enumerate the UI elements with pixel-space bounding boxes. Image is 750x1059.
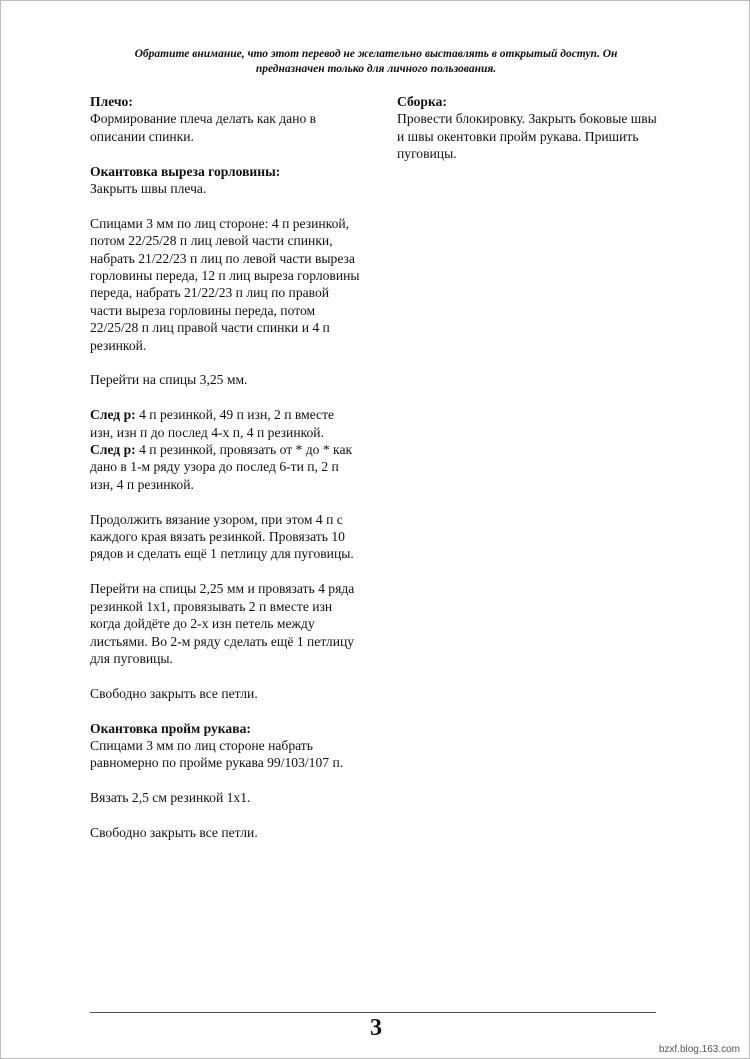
neck-paragraph-4: Продолжить вязание узором, при этом 4 п с каждого края вязать резинкой. Провязать 10 рядов и сделать ещё 1 петлицу для пуговицы. [90, 511, 354, 562]
row-text-2: 4 п резинкой, провязать от * до * как дано в 1-м ряду узора до послед 6-ти п, 2 п изн, 4 п резинкой. [90, 442, 353, 492]
armhole-section-intro [90, 720, 360, 772]
page-number: 3 [370, 1015, 382, 1041]
assembly-section [397, 93, 667, 163]
shoulder-section [90, 93, 360, 145]
neck-section-intro [90, 163, 360, 198]
assembly-text: Провести блокировку. Закрыть боковые швы и швы окентовки пройм рукава. Пришить пуговицы. [397, 111, 657, 162]
row-instruction-1 [90, 406, 360, 441]
usage-notice-line-2: предназначен только для личного пользования. [255, 63, 497, 75]
neck-paragraph-2: Спицами 3 мм по лиц стороне: 4 п резинкой, потом 22/25/28 п лиц левой части спинки, набрать 21/22/23 п лиц по левой части выреза горловины переда, 12 п лиц выреза горловины переда, набрать 21/22/23 п лиц по правой части выреза горловины переда, потом 22/25/28 п лиц правой части спинки и 4 п резинкой. [90, 215, 360, 353]
neck-heading: Окантовка выреза горловины: [90, 163, 281, 179]
row-text-1: 4 п резинкой, 49 п изн, 2 п вместе изн, изн п до послед 4-х п, 4 п резинкой. [90, 407, 335, 440]
armhole-heading: Окантовка пройм рукава: [90, 720, 251, 736]
row-label-2: След р: [90, 442, 136, 458]
usage-notice-line-1: Обратите внимание, что этот перевод не желательно выставлять в открытый доступ. Он [134, 48, 618, 60]
neck-paragraph-1: Закрыть швы плеча. [90, 181, 207, 197]
footer-divider [90, 1012, 656, 1013]
right-column [397, 93, 667, 180]
armhole-paragraph-3: Свободно закрыть все петли. [90, 824, 258, 840]
armhole-paragraph-1: Спицами 3 мм по лиц стороне набрать равномерно по пройме рукава 99/103/107 п. [90, 737, 344, 771]
usage-notice [101, 47, 651, 77]
row-label-1: След р: [90, 407, 136, 423]
neck-paragraph-5: Перейти на спицы 2,25 мм и провязать 4 ряда резинкой 1х1, провязывать 2 п вместе изн когда дойдёте до 2-х изн петель между листьями. Во 2-м ряду сделать ещё 1 петлицу для пуговицы. [90, 581, 355, 666]
assembly-heading: Сборка: [397, 94, 447, 109]
armhole-paragraph-2: Вязать 2,5 см резинкой 1х1. [90, 790, 251, 806]
watermark: bzxf.blog.163.com [658, 1044, 740, 1055]
neck-paragraph-3: Перейти на спицы 3,25 мм. [90, 372, 248, 388]
left-column [90, 93, 360, 859]
shoulder-heading: Плечо: [90, 94, 133, 109]
row-instruction-2 [90, 441, 360, 493]
neck-paragraph-6: Свободно закрыть все петли. [90, 685, 258, 701]
shoulder-text: Формирование плеча делать как дано в описании спинки. [90, 111, 317, 144]
